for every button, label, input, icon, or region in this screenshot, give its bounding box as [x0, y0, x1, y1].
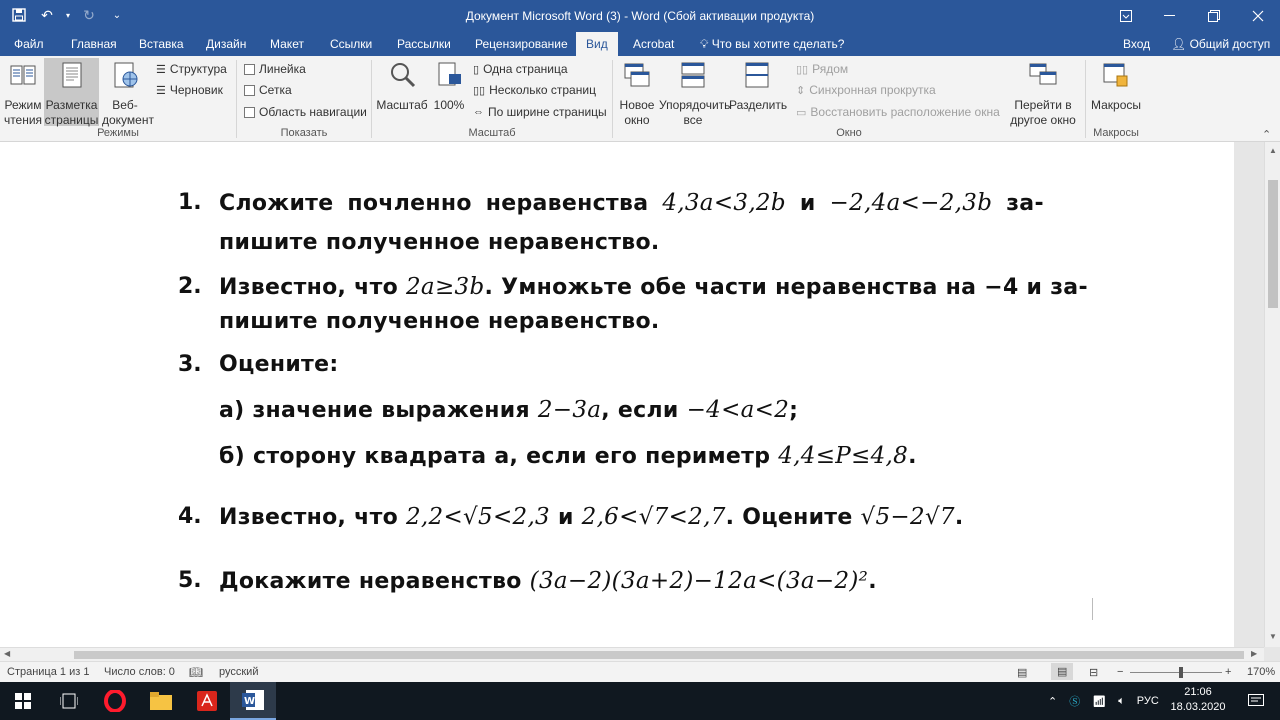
tab-home[interactable]: Главная	[71, 37, 117, 51]
customize-qat-icon[interactable]: ⌄	[112, 9, 122, 21]
group-label-window: Окно	[836, 127, 862, 139]
tell-me-search[interactable]	[700, 37, 844, 52]
math-expression: 4,3a<3,2b	[662, 190, 786, 216]
side-by-side-button[interactable]	[796, 62, 848, 76]
scroll-up-icon[interactable]: ▲	[1269, 146, 1277, 155]
word-count[interactable]: Число слов: 0	[104, 666, 175, 678]
scroll-down-icon[interactable]: ▼	[1269, 632, 1277, 641]
keyboard-language[interactable]: РУС	[1136, 695, 1159, 707]
multi-page-button[interactable]	[473, 83, 596, 97]
text-segment: . Оцените	[725, 505, 861, 530]
page-count[interactable]: Страница 1 из 1	[7, 666, 90, 678]
side-by-side-label: Рядом	[812, 62, 849, 76]
page-width-label: По ширине страницы	[488, 105, 607, 119]
text-segment: ;	[789, 398, 799, 423]
problem-subitem-b	[219, 443, 917, 469]
group-label-modes: Режимы	[97, 127, 139, 139]
problem-text	[219, 190, 1044, 216]
taskbar	[0, 682, 1280, 720]
sync-scroll-label: Синхронная прокрутка	[809, 83, 936, 97]
text-cursor	[1092, 598, 1093, 620]
switch-windows-button[interactable]	[1003, 58, 1083, 126]
word-taskbar-icon[interactable]	[230, 682, 276, 720]
problem-text	[219, 504, 964, 530]
grid-label: Сетка	[259, 83, 292, 97]
math-expression: 2,6<√7<2,7	[581, 504, 726, 530]
undo-icon[interactable]: ↶	[41, 6, 53, 23]
one-page-label: Одна страница	[483, 62, 568, 76]
problem-text-continued: пишите полученное неравенство.	[219, 309, 660, 334]
scroll-right-icon[interactable]: ▶	[1251, 649, 1258, 658]
vertical-scrollbar[interactable]	[1264, 142, 1280, 647]
split-icon	[742, 60, 772, 90]
collapse-ribbon-icon[interactable]: ⌃	[1262, 129, 1272, 141]
text-segment: , если	[601, 398, 687, 423]
window-title: Документ Microsoft Word (3) - Word (Сбой активации продукта)	[465, 9, 815, 23]
arrange-all-button[interactable]	[658, 58, 731, 127]
zoom-out-icon[interactable]: −	[1117, 666, 1124, 678]
group-label-zoom: Масштаб	[468, 127, 516, 139]
share-button[interactable]	[1163, 32, 1278, 56]
ruler-label: Линейка	[259, 62, 306, 76]
one-page-icon: ▯	[473, 63, 480, 76]
read-mode-view-icon[interactable]: ▤	[1017, 667, 1028, 679]
zoom-100-icon	[434, 60, 464, 90]
outline-icon: ☰	[156, 63, 166, 76]
horizontal-scrollbar[interactable]	[0, 647, 1264, 661]
sync-scroll-button[interactable]	[796, 83, 936, 97]
problem-number: 1.	[178, 190, 202, 215]
web-layout-view-icon[interactable]: ⊟	[1089, 667, 1099, 679]
multi-page-icon: ▯▯	[473, 84, 486, 97]
clock-date: 18.03.2020	[1170, 701, 1226, 713]
network-icon[interactable]: 📶︎	[1092, 695, 1107, 708]
clock[interactable]	[1168, 685, 1228, 715]
zoom-100-label: 100%	[433, 98, 465, 112]
draft-icon: ☰	[156, 84, 166, 97]
split-button[interactable]	[729, 58, 788, 126]
tab-design[interactable]: Дизайн	[206, 37, 247, 51]
multi-page-label: Несколько страниц	[489, 83, 596, 97]
redo-icon[interactable]: ↻	[83, 6, 95, 23]
math-expression: 2a≥3b	[406, 274, 485, 300]
math-expression: 4,4≤P≤4,8	[778, 443, 909, 469]
svg-text:W: W	[244, 696, 256, 707]
text-segment: за-	[992, 191, 1044, 216]
ruler-checkbox[interactable]	[244, 62, 306, 76]
text-segment: .	[868, 569, 877, 594]
show-hidden-icons-icon[interactable]: ⌃	[1048, 695, 1058, 708]
ribbon-display-options-icon[interactable]	[1104, 0, 1148, 32]
tab-file[interactable]: Файл	[14, 37, 44, 51]
problem-number: 3.	[178, 352, 202, 377]
system-tray	[1048, 682, 1159, 720]
language-indicator[interactable]: русский	[219, 666, 259, 678]
draft-label: Черновик	[169, 83, 223, 97]
grid-checkbox[interactable]	[244, 83, 292, 97]
problem-text	[219, 568, 877, 594]
file-explorer-icon[interactable]	[138, 682, 184, 720]
outline-label: Структура	[169, 62, 227, 76]
print-layout-icon	[57, 60, 87, 90]
switch-windows-label: Перейти в другое окно	[1010, 98, 1076, 127]
tab-acrobat[interactable]: Acrobat	[633, 37, 675, 51]
problem-text: Оцените:	[219, 352, 339, 377]
minimize-button[interactable]	[1148, 0, 1192, 32]
title-bar	[0, 0, 1280, 32]
arrange-all-label: Упорядочить все	[659, 98, 731, 127]
sign-in-link[interactable]: Вход	[1123, 37, 1151, 51]
reset-window-icon: ▭	[796, 106, 807, 119]
lightbulb-icon: 💡︎	[700, 37, 709, 51]
read-mode-button[interactable]	[2, 58, 44, 126]
print-layout-button[interactable]	[44, 58, 99, 126]
one-page-button[interactable]	[473, 62, 568, 76]
split-label: Разделить	[729, 98, 788, 112]
notifications-icon[interactable]	[1236, 682, 1276, 720]
math-expression: (3a−2)(3a+2)−12a<(3a−2)²	[529, 568, 869, 594]
text-segment: Известно, что	[219, 275, 406, 300]
ribbon-view	[0, 56, 1280, 142]
nav-pane-label: Область навигации	[259, 105, 367, 119]
macros-button[interactable]	[1089, 58, 1143, 126]
opera-browser-icon[interactable]	[92, 682, 138, 720]
print-layout-label: Разметка страницы	[44, 98, 99, 127]
status-bar	[0, 661, 1280, 682]
web-layout-icon	[110, 60, 140, 90]
volume-icon[interactable]: 🔈︎	[1118, 694, 1125, 707]
new-window-button[interactable]	[616, 58, 658, 126]
text-segment: Сложите почленно неравенства	[219, 191, 663, 216]
reset-window-label: Восстановить расположение окна	[810, 105, 1000, 119]
document-area[interactable]	[0, 142, 1264, 647]
problem-number: 5.	[178, 568, 202, 593]
tab-view[interactable]: Вид	[576, 32, 618, 56]
text-segment: и	[785, 191, 830, 216]
scroll-left-icon[interactable]: ◀	[4, 649, 11, 658]
undo-dropdown-icon[interactable]: ▾	[65, 10, 70, 20]
text-segment: а) значение выражения	[219, 398, 538, 423]
acrobat-icon[interactable]	[184, 682, 230, 720]
checkbox-icon	[244, 107, 255, 118]
page-width-icon: ⇔	[473, 106, 484, 118]
group-label-macros: Макросы	[1093, 127, 1139, 139]
problem-number: 2.	[178, 274, 202, 299]
restore-button[interactable]	[1192, 0, 1236, 32]
document-page[interactable]	[0, 142, 1234, 647]
skype-icon[interactable]: Ⓢ	[1069, 696, 1081, 708]
problem-text	[219, 274, 1088, 300]
switch-windows-icon	[1028, 60, 1058, 90]
zoom-in-icon[interactable]: +	[1225, 666, 1232, 678]
tell-me-label: Что вы хотите сделать?	[711, 37, 845, 51]
text-segment: . Умножьте обе части неравенства на −4 и за-	[484, 275, 1088, 300]
math-expression: √5−2√7	[860, 504, 955, 530]
problem-number: 4.	[178, 504, 202, 529]
zoom-100-button[interactable]	[432, 58, 466, 126]
macros-label: Макросы	[1090, 98, 1142, 112]
macros-icon	[1101, 60, 1131, 90]
proofing-icon[interactable]: 📖︎	[189, 667, 203, 679]
zoom-label: Масштаб	[376, 98, 428, 112]
nav-pane-checkbox[interactable]	[244, 105, 367, 119]
checkbox-icon	[244, 64, 255, 75]
read-mode-icon	[8, 60, 38, 90]
zoom-slider-thumb[interactable]	[1179, 667, 1183, 678]
read-mode-label: Режим чтения	[3, 98, 43, 127]
outline-button[interactable]	[156, 62, 227, 76]
sync-scroll-icon: ⇕	[796, 84, 806, 97]
tab-insert[interactable]: Вставка	[139, 37, 184, 51]
horizontal-scroll-thumb[interactable]	[74, 651, 1244, 659]
web-layout-label: Веб-документ	[102, 98, 154, 127]
zoom-slider[interactable]	[1130, 672, 1222, 673]
clock-time: 21:06	[1184, 686, 1212, 698]
close-button[interactable]	[1236, 0, 1280, 32]
reset-window-position-button[interactable]	[796, 105, 1000, 119]
math-expression: 2,2<√5<2,3	[406, 504, 550, 530]
task-view-icon[interactable]	[46, 682, 92, 720]
problem-subitem-a	[219, 397, 798, 423]
print-layout-view-icon[interactable]: ▤	[1051, 663, 1073, 680]
zoom-level[interactable]: 170%	[1247, 666, 1276, 678]
text-segment: Докажите неравенство	[219, 569, 530, 594]
zoom-button[interactable]	[374, 58, 430, 126]
text-segment: и	[550, 505, 582, 530]
tab-review[interactable]: Рецензирование	[475, 37, 568, 51]
page-width-button[interactable]	[473, 105, 607, 119]
arrange-all-icon	[678, 60, 708, 90]
new-window-icon	[622, 60, 652, 90]
tab-mailings[interactable]: Рассылки	[397, 37, 451, 51]
ribbon-tabs	[0, 32, 1280, 56]
vertical-scroll-thumb[interactable]	[1268, 180, 1278, 308]
person-icon: 👤︎	[1171, 37, 1187, 51]
math-expression: −4<a<2	[686, 397, 790, 423]
new-window-label: Новое окно	[619, 98, 655, 127]
math-expression: −2,4a<−2,3b	[829, 190, 993, 216]
magnifier-icon	[387, 60, 417, 90]
math-expression: 2−3a	[537, 397, 602, 423]
tab-layout[interactable]: Макет	[270, 37, 304, 51]
share-label: Общий доступ	[1189, 37, 1271, 51]
text-segment: .	[908, 444, 917, 469]
side-by-side-icon: ▯▯	[796, 63, 809, 76]
checkbox-icon	[244, 85, 255, 96]
windows-start-icon[interactable]	[0, 682, 46, 720]
tab-references[interactable]: Ссылки	[330, 37, 373, 51]
draft-button[interactable]	[156, 83, 223, 97]
text-segment: .	[954, 505, 964, 530]
text-segment: б) сторону квадрата a, если его периметр	[219, 444, 779, 469]
group-label-show: Показать	[280, 127, 328, 139]
problem-text-continued: пишите полученное неравенство.	[219, 230, 660, 255]
web-layout-button[interactable]	[101, 58, 154, 127]
text-segment: Известно, что	[219, 505, 406, 530]
